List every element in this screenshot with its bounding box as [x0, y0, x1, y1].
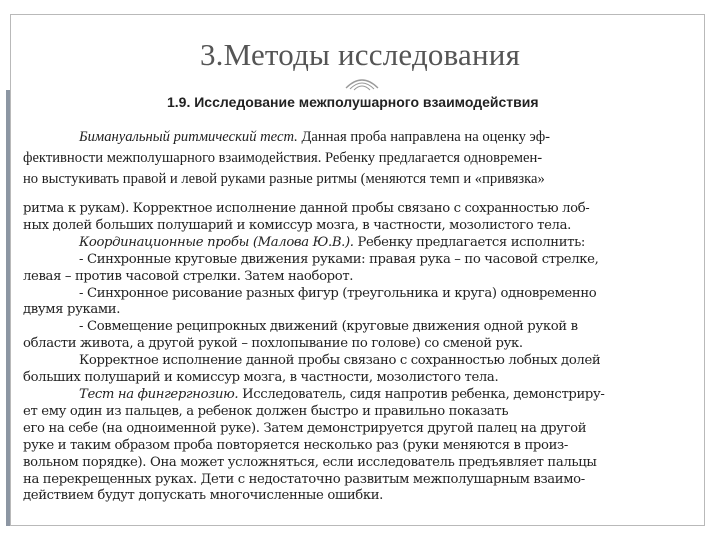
text-line: [23, 438, 700, 455]
title-ornament-icon: [340, 75, 384, 91]
text-line: [23, 269, 700, 286]
text-line: [23, 302, 700, 319]
line-text: ет ему один из пальцев, а ребенок должен быстро и правильно показать: [23, 403, 509, 419]
text-line: [23, 472, 700, 489]
italic-term: Тест на фингергнозию.: [79, 386, 239, 402]
text-line: [23, 404, 700, 421]
text-line: [23, 252, 700, 269]
line-text: на перекрещенных руках. Дети с недостаточно развитым межполушарным взаимо-: [23, 471, 585, 487]
text-line: [23, 235, 700, 252]
text-line: [23, 488, 700, 505]
italic-term: Координационные пробы (Малова Ю.В.).: [79, 234, 354, 250]
line-text: Исследователь, сидя напротив ребенка, демонстриру-: [238, 386, 605, 402]
line-text: левая – против часовой стрелки. Затем наоборот.: [23, 268, 354, 284]
text-line: [23, 370, 700, 387]
line-text: действием будут допускать многочисленные ошибки.: [23, 488, 384, 504]
text-line: [23, 387, 700, 404]
line-text: Ребенку предлагается исполнить:: [353, 234, 585, 250]
slide-left-accent-bar: [6, 90, 10, 526]
line-text: вольном порядке). Она может усложняться, если исследователь предъявляет пальцы: [23, 454, 597, 470]
line-text: фективности межполушарного взаимодействия. Ребенку предлагается одновремен-: [23, 150, 543, 166]
paragraph-bimanual-test: [23, 127, 700, 190]
line-text: области живота, а другой рукой – похлопывание по голове) со сменой рук.: [23, 336, 523, 352]
section-heading: 1.9. Исследование межполушарного взаимодействия: [167, 94, 539, 110]
line-text: Корректное исполнение данной пробы связано с сохранностью лобных долей: [79, 353, 601, 369]
text-line: [23, 353, 700, 370]
line-text: - Синхронное рисование разных фигур (треугольника и круга) одновременно: [79, 285, 597, 301]
text-line: [23, 201, 700, 218]
line-text: Данная проба направлена на оценку эф-: [297, 129, 551, 145]
text-line: [23, 127, 700, 148]
text-line: [23, 218, 700, 235]
line-text: двумя руками.: [23, 302, 121, 318]
line-text: ритма к рукам). Корректное исполнение данной пробы связано с сохранностью лоб-: [23, 201, 590, 216]
line-text: больших полушарий и комиссур мозга, в частности, мозолистого тела.: [23, 370, 499, 386]
text-line: [23, 319, 700, 336]
text-line: [23, 169, 700, 190]
slide-title: 3.Методы исследования: [199, 37, 521, 72]
line-text: его на себе (на одноименной руке). Затем демонстрируется другой палец на другой: [23, 420, 587, 436]
text-line: [23, 455, 700, 472]
line-text: руке и таким образом проба повторяется несколько раз (руки меняются в произ-: [23, 437, 568, 453]
line-text: - Совмещение реципрокных движений (круговые движения одной рукой в: [79, 319, 578, 335]
text-line: [23, 336, 700, 353]
paragraph-coordination-tests: [23, 201, 700, 505]
text-line: [23, 286, 700, 303]
line-text: - Синхронные круговые движения руками: правая рука – по часовой стрелке,: [79, 251, 599, 267]
italic-term: Бимануальный ритмический тест.: [79, 129, 298, 145]
line-text: ных долей больших полушарий и комиссур мозга, в частности, мозолистого тела.: [23, 217, 571, 233]
line-text: но выстукивать правой и левой руками разные ритмы (меняются темп и «привязка»: [23, 171, 545, 187]
text-line: [23, 421, 700, 438]
text-line: [23, 148, 700, 169]
